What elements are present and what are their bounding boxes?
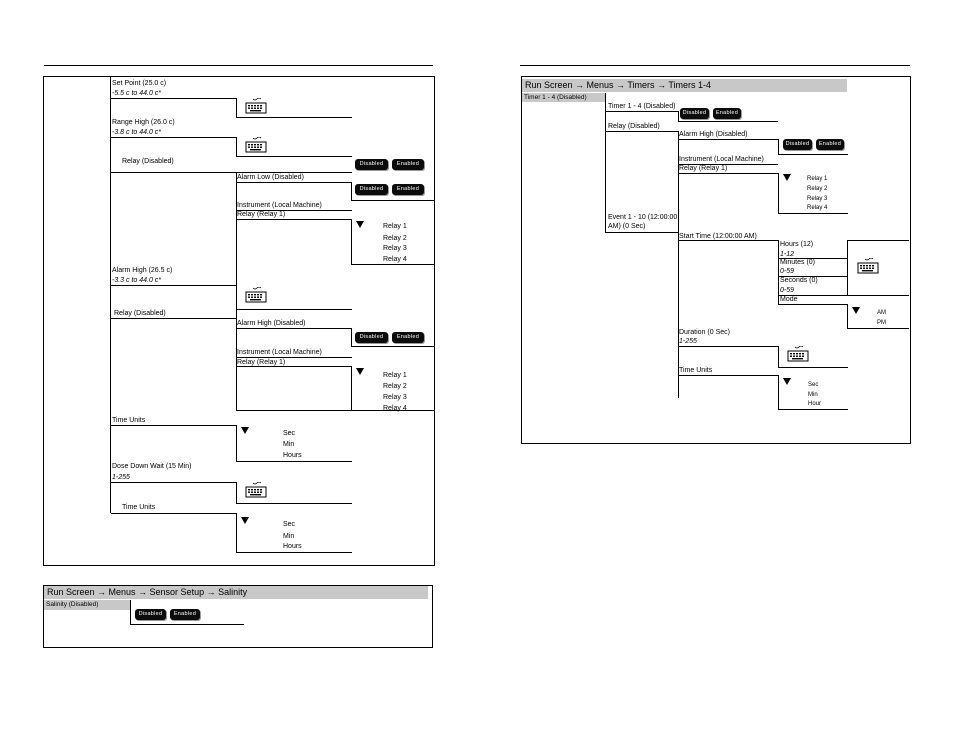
relay-option[interactable]: Relay 4 <box>383 256 407 263</box>
unit-option[interactable]: Sec <box>283 430 296 437</box>
keyboard-icon[interactable] <box>245 287 267 300</box>
time-units-label: Time Units <box>122 504 156 511</box>
instrument-label: Instrument (Local Machine) <box>237 202 322 209</box>
triangle-down-icon[interactable] <box>241 427 249 434</box>
relay-option[interactable]: Relay 3 <box>807 196 828 202</box>
duration-range: 1-255 <box>679 338 697 345</box>
event-label: Event 1 - 10 (12:00:00 <box>608 214 678 221</box>
event-label-line2: AM) (0 Sec) <box>608 223 646 230</box>
alarm-high-value-label: Alarm High (26.5 c) <box>112 267 173 274</box>
disabled-button[interactable]: Disabled <box>680 108 709 119</box>
enabled-button[interactable]: Enabled <box>392 159 424 170</box>
triangle-down-icon[interactable] <box>241 517 249 524</box>
enabled-button[interactable]: Enabled <box>816 139 844 150</box>
dose-down-range: 1-255 <box>112 474 130 481</box>
triangle-down-icon[interactable] <box>783 174 791 181</box>
seconds-range: 0-59 <box>780 287 795 294</box>
start-time-label: Start Time (12:00:00 AM) <box>679 233 757 240</box>
duration-label: Duration (0 Sec) <box>679 329 730 336</box>
salinity-subheader: Salinity (Disabled) <box>44 600 130 610</box>
enabled-button[interactable]: Enabled <box>713 108 741 119</box>
range-high-range: -3.8 c to 44.0 c* <box>112 129 162 136</box>
hours-label: Hours (12) <box>780 241 814 248</box>
triangle-down-icon[interactable] <box>356 221 364 228</box>
relay-option[interactable]: Relay 3 <box>383 394 407 401</box>
timer-1-4-label: Timer 1 - 4 (Disabled) <box>608 103 676 110</box>
relay-option[interactable]: Relay 2 <box>807 186 828 192</box>
relay-relay-label: Relay (Relay 1) <box>679 165 728 172</box>
alarm-high-range: -3.3 c to 44.0 c* <box>112 277 162 284</box>
keyboard-icon[interactable] <box>857 258 879 271</box>
set-point-label: Set Point (25.0 c) <box>112 80 167 87</box>
timers-subheader: Timer 1 - 4 (Disabled) <box>522 93 605 102</box>
unit-option[interactable]: Hour <box>808 401 822 407</box>
unit-option[interactable]: Hours <box>283 543 302 550</box>
relay-option[interactable]: Relay 4 <box>383 405 407 412</box>
keyboard-icon[interactable] <box>787 346 809 359</box>
relay-option[interactable]: Relay 4 <box>807 205 828 211</box>
salinity-header: Run Screen → Menus → Sensor Setup → Salinity <box>44 586 428 599</box>
unit-option[interactable]: Min <box>808 392 818 398</box>
alarm-high-label: Alarm High (Disabled) <box>679 131 748 138</box>
disabled-button[interactable]: Disabled <box>135 609 166 620</box>
disabled-button[interactable]: Disabled <box>355 332 388 343</box>
top-rule-right <box>520 65 910 66</box>
pm-option[interactable]: PM <box>877 320 886 326</box>
dose-down-wait-label: Dose Down Wait (15 Min) <box>112 463 192 470</box>
disabled-button[interactable]: Disabled <box>355 184 388 195</box>
hours-range: 1-12 <box>780 251 795 258</box>
relay-relay-label: Relay (Relay 1) <box>237 211 286 218</box>
relay-option[interactable]: Relay 1 <box>807 176 828 182</box>
relay-option[interactable]: Relay 2 <box>383 383 407 390</box>
instrument-label: Instrument (Local Machine) <box>237 349 322 356</box>
relay-label: Relay (Disabled) <box>114 310 166 317</box>
relay-option[interactable]: Relay 1 <box>383 223 407 230</box>
triangle-down-icon[interactable] <box>783 378 791 385</box>
relay-label: Relay (Disabled) <box>608 123 660 130</box>
alarm-high-label: Alarm High (Disabled) <box>237 320 306 327</box>
relay-option[interactable]: Relay 2 <box>383 235 407 242</box>
triangle-down-icon[interactable] <box>356 368 364 375</box>
relay-option[interactable]: Relay 3 <box>383 245 407 252</box>
time-units-label: Time Units <box>679 367 713 374</box>
disabled-button[interactable]: Disabled <box>355 159 388 170</box>
relay-label: Relay (Disabled) <box>122 158 174 165</box>
unit-option[interactable]: Sec <box>808 382 819 388</box>
alarm-low-label: Alarm Low (Disabled) <box>237 174 304 181</box>
relay-option[interactable]: Relay 1 <box>383 372 407 379</box>
keyboard-icon[interactable] <box>245 137 267 150</box>
unit-option[interactable]: Min <box>283 441 295 448</box>
timers-header: Run Screen → Menus → Timers → Timers 1-4 <box>522 79 847 92</box>
keyboard-icon[interactable] <box>245 98 267 111</box>
am-option[interactable]: AM <box>877 310 886 316</box>
keyboard-icon[interactable] <box>245 482 267 495</box>
minutes-range: 0-59 <box>780 268 795 275</box>
top-rule-left <box>44 65 433 66</box>
unit-option[interactable]: Min <box>283 533 295 540</box>
disabled-button[interactable]: Disabled <box>783 139 812 150</box>
instrument-label: Instrument (Local Machine) <box>679 156 764 163</box>
range-high-label: Range High (26.0 c) <box>112 119 175 126</box>
relay-relay-label: Relay (Relay 1) <box>237 359 286 366</box>
mode-label: Mode <box>780 296 798 303</box>
enabled-button[interactable]: Enabled <box>392 332 424 343</box>
time-units-label: Time Units <box>112 417 146 424</box>
set-point-range: -5.5 c to 44.0 c* <box>112 90 162 97</box>
unit-option[interactable]: Hours <box>283 452 302 459</box>
minutes-label: Minutes (0) <box>780 259 816 266</box>
unit-option[interactable]: Sec <box>283 521 296 528</box>
enabled-button[interactable]: Enabled <box>392 184 424 195</box>
enabled-button[interactable]: Enabled <box>170 609 200 620</box>
triangle-down-icon[interactable] <box>852 307 860 314</box>
seconds-label: Seconds (0) <box>780 277 818 284</box>
